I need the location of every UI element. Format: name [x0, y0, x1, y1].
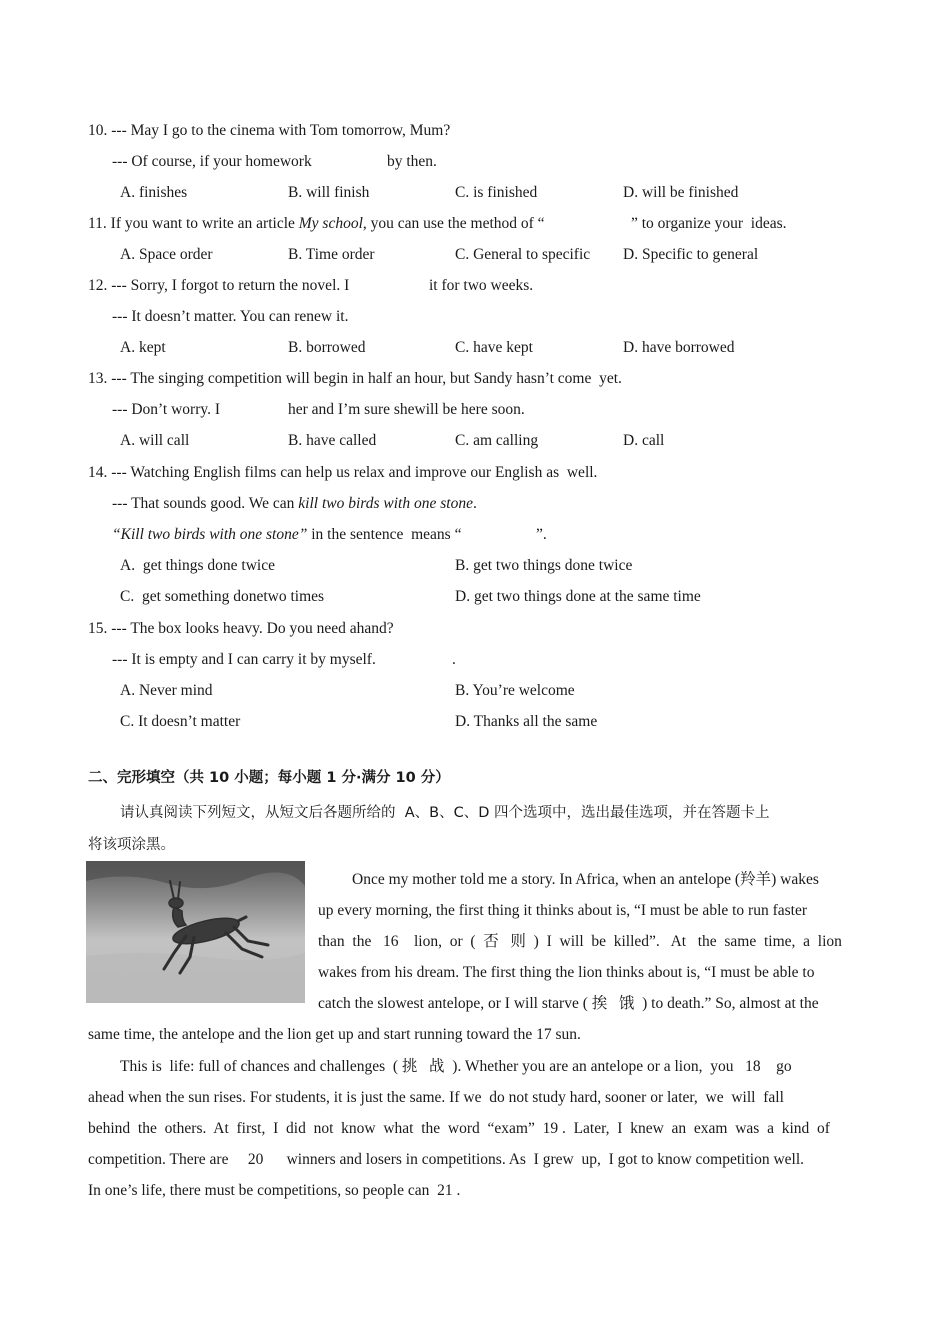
- option-14-a: A. get things done twice: [120, 557, 275, 574]
- option-10-b: B. will finish: [288, 184, 370, 201]
- option-10-d: D. will be finished: [623, 184, 739, 201]
- story-p2-line-4: competition. There are 20 winners and losers in competitions. As I grew up, I got to know competition well.: [88, 1151, 805, 1168]
- question-10-stem: 10. --- May I go to the cinema with Tom tomorrow, Mum?: [88, 122, 451, 139]
- question-11-stem-mid: , you can use the method of “: [362, 215, 545, 232]
- question-14-dialog-start: --- That sounds good. We can: [112, 495, 299, 512]
- question-11-stem: [88, 214, 545, 234]
- option-13-b: B. have called: [288, 432, 377, 449]
- question-13-dialog: --- Don’t worry. I: [112, 401, 221, 418]
- story-paragraph-2: [88, 1051, 866, 1206]
- option-13-a: A. will call: [120, 432, 190, 449]
- story-p2-line-1: This is life: full of chances and challenges ( 挑 战 ). Whether you are an antelope or a lion, you 18 go: [120, 1058, 792, 1075]
- question-13-stem: 13. --- The singing competition will begin in half an hour, but Sandy hasn’t come yet.: [88, 370, 622, 387]
- option-12-b: B. borrowed: [288, 339, 366, 356]
- story-line-6: same time, the antelope and the lion get up and start running toward the 17 sun.: [88, 1026, 581, 1043]
- question-14-dialog: [112, 494, 477, 514]
- option-13-d: D. call: [623, 432, 665, 449]
- section-heading: 二、完形填空（共 10 小题；每小题 1 分·满分 10 分）: [88, 770, 450, 786]
- question-14-prompt-end: ”.: [536, 526, 547, 543]
- question-14-idiom: kill two birds with one stone: [298, 495, 473, 512]
- instruction-line-1: 请认真阅读下列短文，从短文后各题所给的 A、B、C、D 四个选项中，选出最佳选项，并在答题卡上: [120, 805, 770, 821]
- question-10-dialog-end: by then.: [387, 153, 437, 170]
- option-15-b: B. You’re welcome: [455, 682, 575, 699]
- story-p2-line-3: behind the others. At first, I did not know what the word “exam” 19 . Later, I knew an exam was a kind of: [88, 1120, 830, 1137]
- story-line-4: wakes from his dream. The first thing the lion thinks about is, “I must be able to: [318, 964, 815, 981]
- option-11-c: C. General to specific: [455, 246, 591, 263]
- option-11-b: B. Time order: [288, 246, 375, 263]
- option-11-d: D. Specific to general: [623, 246, 759, 263]
- antelope-illustration: [86, 861, 305, 1003]
- option-14-d: D. get two things done at the same time: [455, 588, 701, 605]
- question-11-stem-start: 11. If you want to write an article: [88, 215, 299, 232]
- question-11-title: My school: [298, 215, 363, 232]
- question-12-stem: 12. --- Sorry, I forgot to return the novel. I: [88, 277, 350, 294]
- question-14-prompt: [112, 525, 461, 545]
- option-14-c: C. get something donetwo times: [120, 588, 325, 605]
- story-line-1: Once my mother told me a story. In Africa, when an antelope (羚羊) wakes: [352, 871, 819, 888]
- question-13-dialog-end: her and I’m sure shewill be here soon.: [288, 401, 525, 418]
- story-p2-line-5: In one’s life, there must be competitions, so people can 21 .: [88, 1182, 461, 1199]
- option-13-c: C. am calling: [455, 432, 539, 449]
- question-14-prompt-text: in the sentence means “: [307, 526, 462, 543]
- story-line-2: up every morning, the first thing it thinks about is, “I must be able to run faster: [318, 902, 808, 919]
- question-15-dialog-end: .: [452, 651, 456, 668]
- question-14-quoted-idiom: “Kill two birds with one stone”: [112, 526, 308, 543]
- question-11-stem-end: ” to organize your ideas.: [631, 215, 787, 232]
- option-15-a: A. Never mind: [120, 682, 213, 699]
- question-10-dialog-start: --- Of course, if your homework: [112, 153, 312, 170]
- antelope-photo: [86, 861, 305, 1003]
- option-14-b: B. get two things done twice: [455, 557, 633, 574]
- option-12-d: D. have borrowed: [623, 339, 735, 356]
- question-14-stem: 14. --- Watching English films can help us relax and improve our English as well.: [88, 464, 598, 481]
- question-15-dialog: --- It is empty and I can carry it by myself.: [112, 651, 376, 668]
- question-12-stem-end: it for two weeks.: [429, 277, 534, 294]
- instruction-line-2: 将该项涂黑。: [88, 837, 175, 853]
- option-10-a: A. finishes: [120, 184, 188, 201]
- story-p2-line-2: ahead when the sun rises. For students, it is just the same. If we do not study hard, sooner or later, we will fall: [88, 1089, 784, 1106]
- option-10-c: C. is finished: [455, 184, 538, 201]
- option-11-a: A. Space order: [120, 246, 213, 263]
- story-paragraph-1: [318, 864, 866, 1019]
- question-10-dialog: [112, 152, 312, 172]
- option-12-a: A. kept: [120, 339, 166, 356]
- option-15-c: C. It doesn’t matter: [120, 713, 241, 730]
- story-line-5: catch the slowest antelope, or I will starve ( 挨 饿 ) to death.” So, almost at the: [318, 995, 819, 1012]
- option-12-c: C. have kept: [455, 339, 533, 356]
- question-12-dialog: --- It doesn’t matter. You can renew it.: [112, 308, 349, 325]
- question-14-dialog-end: .: [472, 495, 477, 512]
- option-15-d: D. Thanks all the same: [455, 713, 598, 730]
- story-line-3: than the 16 lion, or ( 否 则 ) I will be killed”. At the same time, a lion: [318, 933, 842, 950]
- question-15-stem: 15. --- The box looks heavy. Do you need ahand?: [88, 620, 394, 637]
